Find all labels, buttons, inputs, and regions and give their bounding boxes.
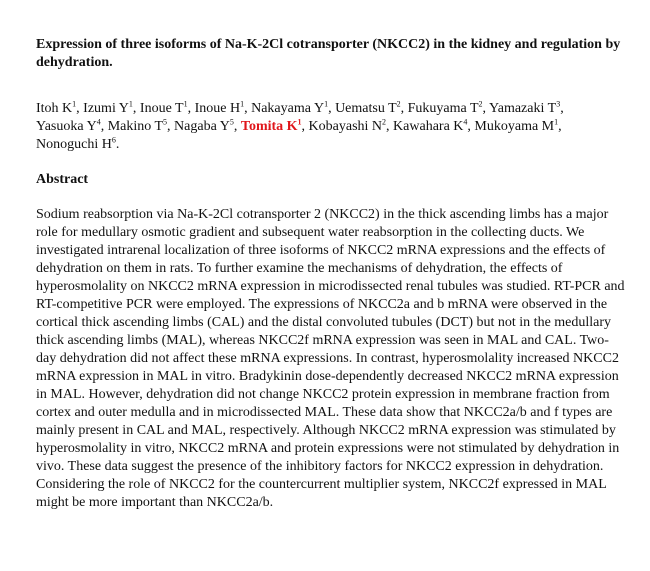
- author-affiliation: 3: [556, 99, 561, 109]
- author-affiliation: 5: [229, 117, 234, 127]
- author-name: Uematsu T: [335, 101, 397, 116]
- author-name: Kobayashi N: [308, 119, 383, 134]
- author-name: Kawahara K: [393, 119, 464, 134]
- author-affiliation: 2: [382, 117, 387, 127]
- author-affiliation: 1: [128, 99, 133, 109]
- author-affiliation: 1: [72, 99, 77, 109]
- abstract-heading: Abstract: [36, 172, 89, 187]
- author-affiliation: 1: [324, 99, 329, 109]
- author-affiliation: 4: [463, 117, 468, 127]
- author-affiliation: 6: [111, 135, 116, 145]
- author: [408, 101, 483, 116]
- author: [36, 101, 76, 116]
- author-name: Nakayama Y: [251, 101, 325, 116]
- author: [108, 119, 167, 134]
- paper-title: Expression of three isoforms of Na-K-2Cl cotransporter (NKCC2) in the kidney and regulation by dehydration.: [36, 37, 621, 70]
- author-name: Itoh K: [36, 101, 73, 116]
- author-name: Nonoguchi H: [36, 137, 112, 152]
- author-affiliation: 1: [240, 99, 245, 109]
- author-list: Itoh $K^1$, Izumi $Y^1$, Inoue $T^1$, Inoue $H^1$, Nakayama $Y^1$, Uematsu $T^2$, Fukuyama $T^2$, Yamazaki $T^3$, Yasuoka $Y^4$, Makino $T^5$, Nagaba $Y^5$, Tomita $K^1$, Kobayashi $N^2$, Kawahara $K^4$, Mukoyama $M^1$, Nonoguchi $H^6$.: [36, 99, 564, 152]
- author-affiliation: 2: [478, 99, 483, 109]
- author-affiliation: 5: [163, 117, 168, 127]
- author-name: Tomita K: [240, 119, 298, 134]
- author-affiliation: 1: [183, 99, 188, 109]
- author: [83, 101, 133, 116]
- author-name: Nagaba Y: [174, 119, 230, 134]
- abstract-text: Sodium reabsorption via Na-K-2Cl cotransporter 2 (NKCC2) in the thick ascending limbs has a major role for medullary osmotic gradient and subsequent water reabsorption in the collecting ducts. We investigated intrarenal localization of three isoforms of NKCC2 mRNA expressions and the effects of dehydration on them in rats. To further examine the mechanisms of dehydration, the effects of hyperosmolality on NKCC2 mRNA expression in microdissected renal tubules was studied. RT-PCR and RT-competitive PCR were employed. The expressions of NKCC2a and b mRNA were observed in the cortical thick ascending limbs (CAL) and the distal convoluted tubules (DCT) but not in the medullary thick ascending limbs (MAL), whereas NKCC2f mRNA expression was seen in MAL and CAL. Two-day dehydration did not affect these mRNA expressions. In contrast, hyperosmolality increased NKCC2 mRNA expression in MAL in vitro. Bradykinin dose-dependently decreased NKCC2 mRNA expression in MAL. However, dehydration did not change NKCC2 protein expression in membrane fraction from cortex and outer medulla and in microdissected MAL. These data show that NKCC2a/b and f types are mainly present in CAL and MAL, respectively. Although NKCC2 mRNA expression was stimulated by hyperosmolality in vitro, NKCC2 mRNA and protein expressions were not stimulated by dehydration in vivo. These data suggest the presence of the inhibitory factors for NKCC2 expression in dehydration. Considering the role of NKCC2 for the countercurrent multiplier system, NKCC2f expressed in MAL might be more important than NKCC2a/b.: [36, 207, 625, 510]
- author-name: Yamazaki T: [489, 101, 557, 116]
- author-affiliation: 1: [297, 117, 302, 127]
- author-affiliation: 4: [96, 117, 101, 127]
- author: [309, 119, 387, 134]
- author-highlighted: [241, 119, 302, 134]
- author-name: Izumi Y: [83, 101, 129, 116]
- author: [36, 119, 101, 134]
- author-name: Fukuyama T: [407, 101, 479, 116]
- author: [140, 101, 188, 116]
- author: [393, 119, 467, 134]
- author: [195, 101, 245, 116]
- author: [489, 101, 560, 116]
- author-name: Inoue T: [139, 101, 184, 116]
- author-name: Mukoyama M: [474, 119, 555, 134]
- author: [251, 101, 328, 116]
- author-affiliation: 2: [396, 99, 401, 109]
- author-name: Yasuoka Y: [36, 119, 97, 134]
- author-list-terminator: .: [115, 137, 120, 152]
- author-affiliation: 1: [554, 117, 559, 127]
- author-name: Makino T: [107, 119, 164, 134]
- author: [174, 119, 234, 134]
- paper-page: [36, 36, 626, 512]
- author: [36, 137, 116, 152]
- author-name: Inoue H: [194, 101, 241, 116]
- author: [335, 101, 401, 116]
- author: [474, 119, 558, 134]
